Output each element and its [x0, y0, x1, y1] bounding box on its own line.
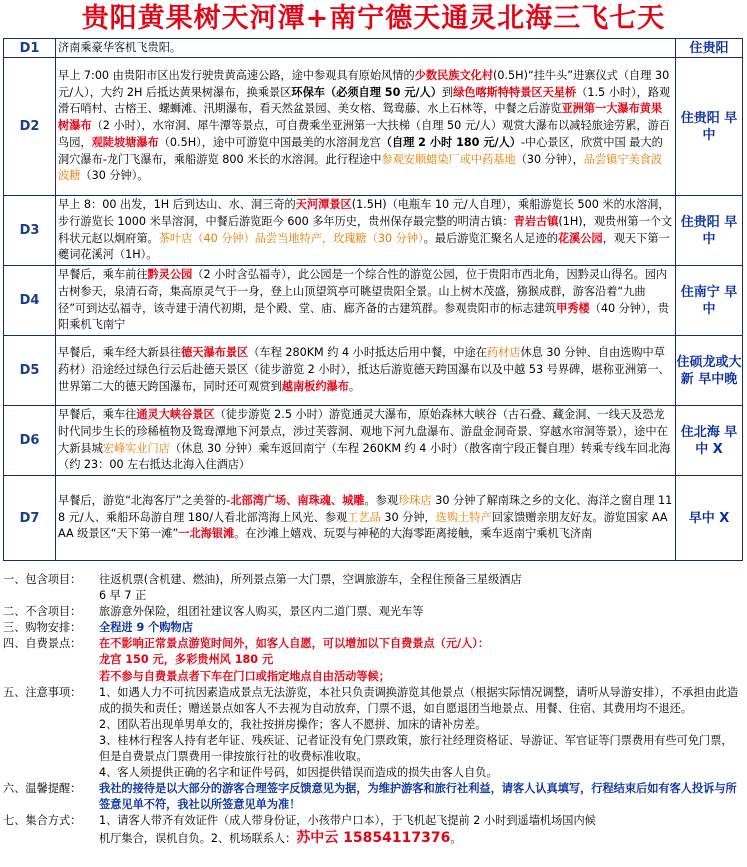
note-text: 1、请客人带齐有效证件（成人带身份证，小孩带户口本），于飞机起飞提前 2 小时到遥墙机场国内候 — [99, 814, 596, 828]
note-optional — [3, 636, 743, 652]
day-description — [56, 476, 676, 561]
highlight-text: 甲秀楼 — [556, 301, 590, 315]
note-meeting-line — [3, 830, 743, 847]
table-row — [4, 196, 743, 266]
highlight-text: 珍珠店 — [398, 493, 432, 507]
note-text: 龙宫 150 元，多彩贵州风 180 元 — [99, 653, 274, 667]
desc-text: （30 分钟）。 — [80, 169, 149, 183]
day-description — [56, 58, 676, 196]
table-row — [4, 406, 743, 476]
desc-text: （车程 280KM 约 4 小时抵达后用中餐，中途在 — [248, 346, 487, 360]
highlight-text: 参观安顺蜡染厂或中药基地 — [381, 152, 516, 166]
desc-text: 。最后游览汇聚名人足迹的 — [423, 231, 558, 245]
note-included — [3, 572, 743, 588]
desc-text: （2 小时含弘福寺），此公园是一个综合性的游览公园，位于贵阳市西北角，因黔灵山得名。园内古树参天，泉清石奇，集高原灵气于一身，登上山顶望筑亭可眺望贵阳全景。山上树木茂盛，猕猴成群，游客沿着“九曲径”可到达弘福寺，该寺建于清代初期，是个殿、堂、庙、廊齐备的古建筑群。参观贵阳市的标志建筑 — [58, 267, 668, 315]
day-label: D3 — [4, 196, 56, 266]
desc-text: 早上 8：00 出发，1H 后到达山、水、洞三奇的 — [58, 197, 296, 211]
day-label: D1 — [4, 39, 56, 58]
highlight-text: 一北海银滩 — [178, 527, 235, 541]
highlight-text: 少数民族文化村 — [414, 68, 494, 82]
note-text: 6 早 7 正 — [99, 589, 147, 603]
itinerary-table — [3, 38, 743, 561]
day-label: D2 — [4, 58, 56, 196]
table-row — [4, 336, 743, 406]
note-text: 1、如遇人力不可抗因素造成景点无法游览，本社只负责调换游览其他景点（根据实际情况调整，请听从导游安排），不承担由此造成的损失和责任；赠送景点如客人不去视为自动放弃，门票不退，如自愿退团当地景点、用餐、住宿、其费用均不退还。 — [99, 685, 739, 715]
note-text: 若不参与自费景点者下车在门口或指定地点自由活动等候； — [99, 669, 390, 683]
desc-text: （休息 30 分钟）乘车返回南宁（车程 260KM 约 4 小时）（散客南宁段正餐自理）转乘专线车回北海（约 23：00 左右抵达北海入住酒店） — [58, 441, 671, 472]
note-text: 2、团队若出现单男单女的，我社按拼房操作；客人不愿拼、加床的请补房差。 — [99, 717, 487, 731]
note-text: 旅游意外保险，组团社建议客人购买，景区内二道门票、观光车等 — [99, 605, 424, 619]
note-label: 一、包含项目： — [3, 573, 82, 586]
day-label: D7 — [4, 476, 56, 561]
note-text: 4、客人须提供正确的名字和证件号码，如因提供错误而造成的损失由客人自负。 — [99, 766, 498, 780]
desc-text: （1.5 小时），路观滑石哨村、古榕王、螺蛳滩、汛期瀑布，看天然盆景园、美女榕、鸳鸯藤、水上石林等，中餐之后游览 — [58, 85, 671, 116]
contact-phone: 苏中云 15854117376 — [296, 829, 451, 846]
desc-text: 到 — [441, 85, 454, 99]
desc-text: 早餐后，乘车前往 — [58, 267, 148, 281]
note-label: 三、购物安排： — [3, 621, 82, 635]
highlight-text: 亚洲第一大瀑布黄果树瀑布 — [58, 102, 663, 133]
desc-text: 早餐后，乘车经大新县往 — [58, 346, 182, 360]
highlight-text: 青岩古镇 — [513, 214, 559, 228]
note-text: 机厅集合，误机自负。2、机场联系人： — [99, 831, 297, 845]
highlight-text: 天河潭景区 — [295, 197, 352, 211]
day-label: D6 — [4, 406, 56, 476]
desc-text: 早餐后，乘车往 — [58, 407, 137, 421]
table-row — [4, 39, 743, 58]
desc-text: (0.5H)“挂牛头”进寨仪式（自理 30 元/人），大约 2H 后抵达黄果树瀑布，换乘景区 — [58, 68, 670, 99]
desc-text: （30 分钟）， — [515, 152, 584, 166]
hotel-meals: 住贵阳 早中 — [676, 58, 743, 196]
hotel-meals: 住贵阳 — [676, 39, 743, 58]
highlight-text: 品尝镇宁美食波波糖 — [58, 152, 663, 183]
note-meeting — [3, 813, 743, 829]
note-text: 3、桂林行程客人持有老年证、残疾证、记者证没有免门票政策，旅行社经理资格证、导游证、军官证等门票费用有些可免门票，但是自费景点门票费用一律按旅行社的收费标准收取。 — [99, 733, 733, 764]
hotel-meals: 住硕龙或大新 早中晚 — [676, 336, 743, 406]
desc-text: 。在沙滩上嬉戏、玩耍与神秘的大海零距离接触，乘车返南宁乘机飞济南 — [234, 527, 593, 541]
day-description — [56, 266, 676, 336]
desc-text: 30 分钟， — [380, 510, 436, 524]
desc-text: （40 分钟），贵阳乘机飞南宁 — [58, 301, 669, 332]
note-text: 在不影响正常景点游览时间外，如客人自愿，可以增加以下自费景点（元/人）： — [99, 637, 490, 651]
desc-text: 。参观 — [364, 493, 399, 507]
highlight-text: 选购土特产 — [435, 510, 492, 524]
highlight-text: 北部湾广场、南珠魂、城雕 — [230, 493, 365, 507]
highlight-text: 工艺品 — [347, 510, 381, 524]
note-attention — [3, 685, 743, 717]
day-description — [56, 406, 676, 476]
table-row — [4, 476, 743, 561]
notes-section — [3, 572, 743, 847]
highlight-text: 越南板约瀑布 — [281, 379, 349, 393]
highlight-text: （自理 2 小时 180 元/人） — [380, 135, 522, 149]
highlight-text: 环保车（必须自理 50 元/人） — [291, 85, 442, 99]
page-title: 贵阳黄果树天河潭+南宁德天通灵北海三飞七天 — [81, 3, 666, 34]
desc-text: （2 小时），水帘洞、犀牛潭等景点，可自费乘坐亚洲第一大扶梯（自理 50 元/人）观赏大瀑布以减轻旅途劳累，游百鸟园， — [58, 119, 670, 149]
highlight-text: 德天瀑布景区 — [181, 346, 249, 360]
highlight-text: 药材店 — [486, 346, 521, 360]
note-label: 四、自费景点： — [3, 637, 82, 651]
note-text: 。 — [450, 831, 462, 845]
table-row — [4, 58, 743, 196]
desc-text: 30 分钟了解南珠之乡的文化、海洋之窗自理 118 元/人、乘船环岛游自理 180/人看北部湾海上风光、参观 — [58, 493, 673, 524]
hotel-meals: 早中 X — [676, 476, 743, 561]
note-excluded — [3, 604, 743, 620]
desc-text: 早上 7:00 由贵阳市区出发行驶贵黄高速公路，途中参观具有原始风情的 — [58, 68, 415, 82]
desc-text: 。 — [348, 379, 361, 393]
highlight-text: 宏峰实业门店 — [102, 441, 170, 455]
desc-text: ，观天下第一夔词花溪河（1H）。 — [58, 231, 670, 262]
note-label: 七、集合方式： — [3, 814, 82, 828]
note-text: 我社的接待是以大部分的游客合理签字反馈意见为据，为维护游客和旅行社利益，请客人认真填写，行程结束后如有客人投诉与所签意见单不符，我社以所签意见单为准！ — [99, 782, 737, 812]
hotel-meals: 住北海 早中 X — [676, 406, 743, 476]
desc-text: -中心景区，欣赏中国 最大的洞穴瀑布-龙门飞瀑布，乘船游览 800 米长的水溶洞。此行程途中 — [58, 135, 663, 166]
day-label: D5 — [4, 336, 56, 406]
desc-text: (1H)，观贵州第一个文科状元赵以炯府第。 — [58, 214, 673, 245]
day-description — [56, 39, 676, 58]
note-label: 五、注意事项： — [3, 685, 82, 699]
note-label: 二、不含项目： — [3, 605, 82, 619]
highlight-text: 茶叶店（40 分钟）品尝当地特产，玫瑰糖（30 分钟） — [158, 231, 424, 245]
desc-text: （0.5H），途中可游览中国最美的水溶洞龙宫 — [158, 135, 381, 149]
highlight-text: 黔灵公园 — [147, 267, 193, 281]
desc-text: (1.5H)（电瓶车 10 元/人自理），乘船游览长 500 米的水溶洞，步行游览长 1000 米旱溶洞，中餐后游览距今 600 多年历史，贵州保存最完整的明清古镇： — [58, 197, 670, 228]
highlight-text: 绿色喀斯特特景区天星桥 — [453, 85, 577, 99]
table-row — [4, 266, 743, 336]
note-text: 全程进 9 个购物店 — [99, 621, 193, 635]
day-label: D4 — [4, 266, 56, 336]
highlight-text: 观陡坡塘瀑布 — [91, 135, 159, 149]
desc-text: 休息 30 分钟、自由选购中草药材）沿途经过绿色行云后赴德天景区（徒步游览 2 小时），抵达后游览德天跨国瀑布以及中越 53 号界碑，堪称亚洲第一、世界第二大的德天跨国瀑布，同时还可观赏到 — [58, 346, 670, 393]
desc-text: 济南乘豪华客机飞贵阳。 — [58, 40, 182, 54]
highlight-text: 花溪公园 — [557, 231, 603, 245]
desc-text: 回家馈赠亲朋友好友。游览国家 AAAA 级景区“天下第一滩” — [58, 510, 668, 541]
highlight-text: 通灵大峡谷景区 — [136, 407, 215, 421]
note-reminder — [3, 781, 743, 813]
hotel-meals: 住南宁 早中 — [676, 266, 743, 336]
desc-text: （徒步游览 2.5 小时）游览通灵大瀑布，原始森林大峡谷（古石叠、藏金洞、一线天及恐龙时代同步生长的珍稀植物及鸳鸯潭地下河景点，涉过芙蓉洞、观地下河九盘瀑布、游盘金洞奇景、穿越水帘洞等景），途中在大新县城 — [58, 407, 668, 455]
desc-text: 早餐后，游览“北海客厅”之美誉的- — [58, 493, 231, 507]
day-description — [56, 336, 676, 406]
note-label: 六、温馨提醒： — [3, 782, 82, 796]
day-description — [56, 196, 676, 266]
hotel-meals: 住贵阳 早中 — [676, 196, 743, 266]
note-shopping — [3, 620, 743, 636]
note-text: 往返机票(含机建、燃油)，所列景点第一大门票，空调旅游车，全程住预备三星级酒店 — [99, 573, 522, 586]
